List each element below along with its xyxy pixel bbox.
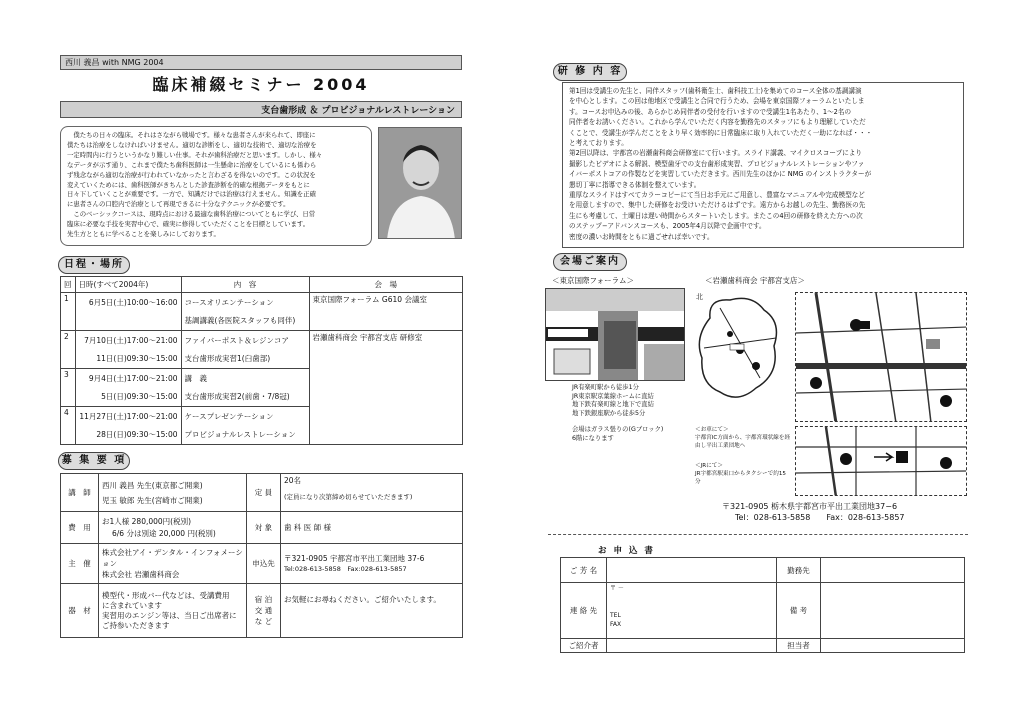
page-title: 臨床補綴セミナー 2004 — [152, 75, 370, 94]
schedule-header-date: 日時(すべて2004年) — [75, 277, 181, 293]
tokyo-map-label: ＜東京国際フォーラム＞ — [552, 276, 635, 285]
training-box — [562, 82, 964, 248]
venue-heading: 会場ご案内 — [553, 253, 627, 271]
form-referrer-label: ご紹介者 — [561, 639, 607, 653]
schedule-header-venue: 会 場 — [309, 277, 463, 293]
schedule-no: 4 — [61, 407, 76, 445]
materials-cell — [99, 584, 247, 638]
training-line: を中心とします。この回は他地区で受講生と合同で行うため、会場を東京国際フォーラムといたしま — [569, 97, 865, 106]
apply-to-cell — [281, 544, 463, 584]
fee-label: 費 用 — [61, 512, 99, 544]
form-contact-label: 連 絡 先 — [561, 583, 607, 639]
capacity-note: (定員になり次第締め切らせていただきます) — [284, 493, 413, 501]
intro-line: 変えていくためには、歯科医師がきちんとした診査診断を的確な根拠データをもとに — [67, 180, 310, 189]
apply-heading: お 申 込 書 — [598, 546, 655, 556]
training-line: 第2回以降は、宇都宮の岩瀬歯科商会研修室にて行います。スライド講義、マイクロスコープにより — [569, 149, 862, 158]
materials-3: 実習用のエンジン等は、当日ご出席者に — [102, 610, 237, 620]
zoom-map — [795, 426, 967, 496]
host-2: 株式会社 岩瀬歯科商会 — [102, 570, 180, 579]
tokyo-note: JR東京駅京葉線ホームに直結 — [572, 392, 654, 400]
form-remarks-label: 備 考 — [777, 583, 821, 639]
training-line: 密度の濃いお時間をともに過ごせれば幸いです。 — [569, 232, 714, 241]
schedule-content: 講 義 — [181, 369, 309, 388]
form-fax: FAX — [610, 621, 622, 628]
recruit-heading: 募 集 要 項 — [58, 452, 130, 470]
form-remarks-input[interactable] — [821, 583, 965, 639]
schedule-venue: 岩瀬歯科商会 宇都宮支店 研修室 — [309, 331, 463, 445]
apply-tel: Tel:028-613-5858 Fax:028-613-5857 — [284, 564, 407, 573]
schedule-venue: 東京国際フォーラム G610 会議室 — [309, 293, 463, 331]
intro-line: 日々下していくことが重要です。一方で、知識だけでは治療は行えません。知識を正確 — [67, 190, 316, 199]
form-work-input[interactable] — [821, 558, 965, 583]
training-line: 第1回は受講生の先生と、同伴スタッフ(歯科衛生士、歯科技工士)を集めてのコース全体の基調講演 — [569, 87, 862, 95]
schedule-content: 基調講義(各医院スタッフも同伴) — [181, 312, 309, 331]
intro-line: 僕たちは治療をしなければいけません。適切な診断をし、適切な技術で、適切な治療を — [67, 140, 317, 149]
intro-line: 先生方とともに学べることを楽しみにしております。 — [67, 230, 220, 239]
training-heading: 研 修 内 容 — [553, 63, 627, 81]
intro-line: このベーシックコースは、現時点における最適な歯科治療についてともに学び、日常 — [67, 210, 316, 219]
schedule-content: コースオリエンテーション — [181, 293, 309, 312]
target-value: 歯 科 医 師 様 — [281, 512, 463, 544]
schedule-content: ファイバーポスト＆レジンコア — [181, 331, 309, 350]
car-note-title: ＜お車にて＞ — [695, 427, 729, 433]
application-form — [560, 557, 965, 653]
venue-address: 〒321-0905 栃木県宇都宮市平出工業団地37−6 — [722, 502, 898, 511]
training-line: す。コースお申込みの後、あらかじめ同伴者の受付を行いますので受講生1名あたり、1〜2名の — [569, 107, 852, 116]
training-line: を用意しますので、集中した研修をお受けいただけるはずです。遠方からお越しの先生、勤務医の先 — [569, 201, 866, 210]
materials-label: 器 材 — [61, 584, 99, 638]
schedule-no: 1 — [61, 293, 76, 331]
materials-1: 模型代・形成バー代などは、受講費用 — [102, 590, 230, 600]
schedule-table — [60, 276, 463, 445]
fee-cell — [99, 512, 247, 544]
intro-box — [60, 126, 372, 246]
detail-map — [795, 292, 967, 422]
lodging-label-2: 交 通 — [254, 606, 273, 615]
training-line: のステップ−アドバンスコースも、2005年4月以降で企画中です。 — [569, 222, 766, 231]
lecturer-2: 児玉 敏郎 先生(宮崎市ご開業) — [102, 495, 203, 505]
form-staff-input[interactable] — [821, 639, 965, 653]
tokyo-map — [545, 288, 685, 381]
tokyo-note: 地下鉄有楽町線と地下で直結 — [572, 401, 654, 409]
intro-line: に患者さんの口腔内で治療として再現できるに十分なテクニックが必要です。 — [67, 200, 290, 209]
train-note-title: ＜JRにて＞ — [695, 463, 723, 469]
tokyo-note: 会場はガラス張りの(Gブロック) — [572, 426, 664, 434]
intro-line: ず残念ながら適切な治療が行われていなかったと言わざるを得ないのです。この状況を — [67, 170, 316, 179]
schedule-header-content: 内 容 — [181, 277, 309, 293]
materials-2: に含まれています — [102, 600, 162, 610]
schedule-date — [75, 312, 181, 331]
divider — [548, 534, 968, 535]
schedule-header-no: 回 — [61, 277, 76, 293]
form-name-input[interactable] — [607, 558, 777, 583]
tokyo-note: 地下鉄銀座駅から徒歩5分 — [572, 409, 646, 417]
lecturer-cell — [99, 474, 247, 512]
lecturer-1: 西川 義昌 先生(東京都ご開業) — [102, 480, 203, 490]
capacity-cell — [281, 474, 463, 512]
form-tel: TEL — [610, 612, 621, 619]
schedule-content: プロビジョナルレストレーション — [181, 426, 309, 445]
schedule-content: 支台歯形成実習1(臼歯部) — [181, 350, 309, 369]
intro-line: なデータが示す通り、これまで僕たち歯科医師は一生懸命に治療をしているにも係わら — [67, 160, 317, 169]
training-line: イバーポストコアの作製などを実習していただきます。西川先生のほかに NMG のインストラクターが — [569, 170, 872, 179]
train-note: JR宇都宮駅東口からタクシーで約15分 — [695, 471, 786, 485]
training-line: くことで、受講生が学んだことをより早く効率的に日常臨床に取り入れていただく一助になれば・・・ — [569, 128, 873, 137]
host-1: 株式会社アイ・デンタル・インフォメーション — [102, 548, 243, 568]
training-line: 同伴者をお誘いください。これから学んでいただく内容を勤務先のスタッフにもより理解していただ — [569, 118, 866, 127]
schedule-content: ケースプレゼンテーション — [181, 407, 309, 426]
series-tag-bar — [60, 55, 462, 70]
lodging-label-3: な ど — [254, 617, 273, 626]
apply-to-label: 申込先 — [247, 544, 281, 584]
intro-line: 僕たちの日々の臨床。それはさながら戦場です。様々な患者さんが来られて、即座に — [67, 131, 316, 139]
schedule-date: 11月27日(土)17:00〜21:00 — [75, 407, 181, 426]
overview-map — [690, 288, 790, 408]
series-tag: 西川 義昌 with NMG 2004 — [65, 58, 164, 67]
tokyo-note: JR有楽町駅から徒歩1分 — [572, 384, 639, 391]
intro-line: 臨床に必要な手技を実習中心で、確実に修得していただくことを目標としています。 — [67, 220, 310, 229]
form-name-label: ご 芳 名 — [561, 558, 607, 583]
training-line: 生にも考慮して、土曜日は遅い時間からスタートいたします。またこの4回の研修を終えた方への次 — [569, 211, 863, 220]
iwase-map-label: ＜岩瀬歯科商会 宇都宮支店＞ — [705, 276, 805, 285]
schedule-date: 28日(日)09:30〜15:00 — [75, 426, 181, 445]
lodging-value: お気軽にお尋ねください。ご紹介いたします。 — [281, 584, 463, 638]
training-line: 重厚なスライドはすべてカラーコピーにて当日お手元にご用意し、豊富なマニュアルや完成模型など — [569, 191, 865, 200]
host-label: 主 催 — [61, 544, 99, 584]
tokyo-notes — [572, 384, 663, 444]
host-cell — [99, 544, 247, 584]
subtitle: 支台歯形成 ＆ プロビジョナルレストレーション — [261, 106, 455, 116]
intro-text — [67, 131, 365, 240]
schedule-date: 5日(日)09:30〜15:00 — [75, 388, 181, 407]
capacity-label: 定 員 — [247, 474, 281, 512]
schedule-content: 支台歯形成実習2(前歯・7/8冠) — [181, 388, 309, 407]
car-note: 宇都宮IC方面から、宇都宮環状線を経由し平出工業団地へ — [695, 435, 791, 449]
access-notes — [695, 426, 791, 486]
schedule-date: 9月4日(土)17:00〜21:00 — [75, 369, 181, 388]
schedule-heading: 日程・場所 — [58, 256, 130, 274]
form-contact-input[interactable] — [607, 583, 777, 639]
schedule-date: 7月10日(土)17:00〜21:00 — [75, 331, 181, 350]
form-zip: 〒 － — [610, 585, 624, 592]
schedule-date: 6月5日(土)10:00〜16:00 — [75, 293, 181, 312]
subtitle-bar — [60, 101, 462, 118]
training-line: 懇切丁寧に指導できる体制を整えています。 — [569, 180, 701, 189]
intro-line: 一定時間内に行うというかなり難しい仕事。それが歯科治療だと思います。しかし、様々 — [67, 150, 323, 159]
form-referrer-input[interactable] — [607, 639, 777, 653]
training-text — [569, 86, 957, 242]
target-label: 対 象 — [247, 512, 281, 544]
capacity-value: 20名 — [284, 476, 302, 485]
training-line: 撮影したビデオによる解説、模型歯牙での支台歯形成実習、プロビジョナルレストレーションやファ — [569, 159, 865, 168]
lecturer-photo — [378, 127, 462, 239]
form-work-label: 勤務先 — [777, 558, 821, 583]
compass-label: 北 — [696, 293, 703, 301]
lodging-label — [247, 584, 281, 638]
apply-address: 〒321-0905 宇都宮市平出工業団地 37-6 — [284, 553, 425, 563]
venue-tel: Tel：028-613-5858 Fax：028-613-5857 — [735, 513, 905, 522]
training-line: と考えております。 — [569, 139, 628, 148]
tokyo-note: 6階になります — [572, 434, 614, 442]
lecturer-label: 講 師 — [61, 474, 99, 512]
schedule-date: 11日(日)09:30〜15:00 — [75, 350, 181, 369]
recruit-table — [60, 473, 463, 638]
form-staff-label: 担当者 — [777, 639, 821, 653]
schedule-no: 2 — [61, 331, 76, 369]
fee-1: お1人様 280,000円(税別) — [102, 516, 192, 526]
lodging-label-1: 宿 泊 — [254, 595, 273, 604]
fee-2: 6/6 分は別途 20,000 円(税別) — [112, 528, 216, 538]
schedule-no: 3 — [61, 369, 76, 407]
materials-4: ご持参いただきます — [102, 620, 170, 630]
